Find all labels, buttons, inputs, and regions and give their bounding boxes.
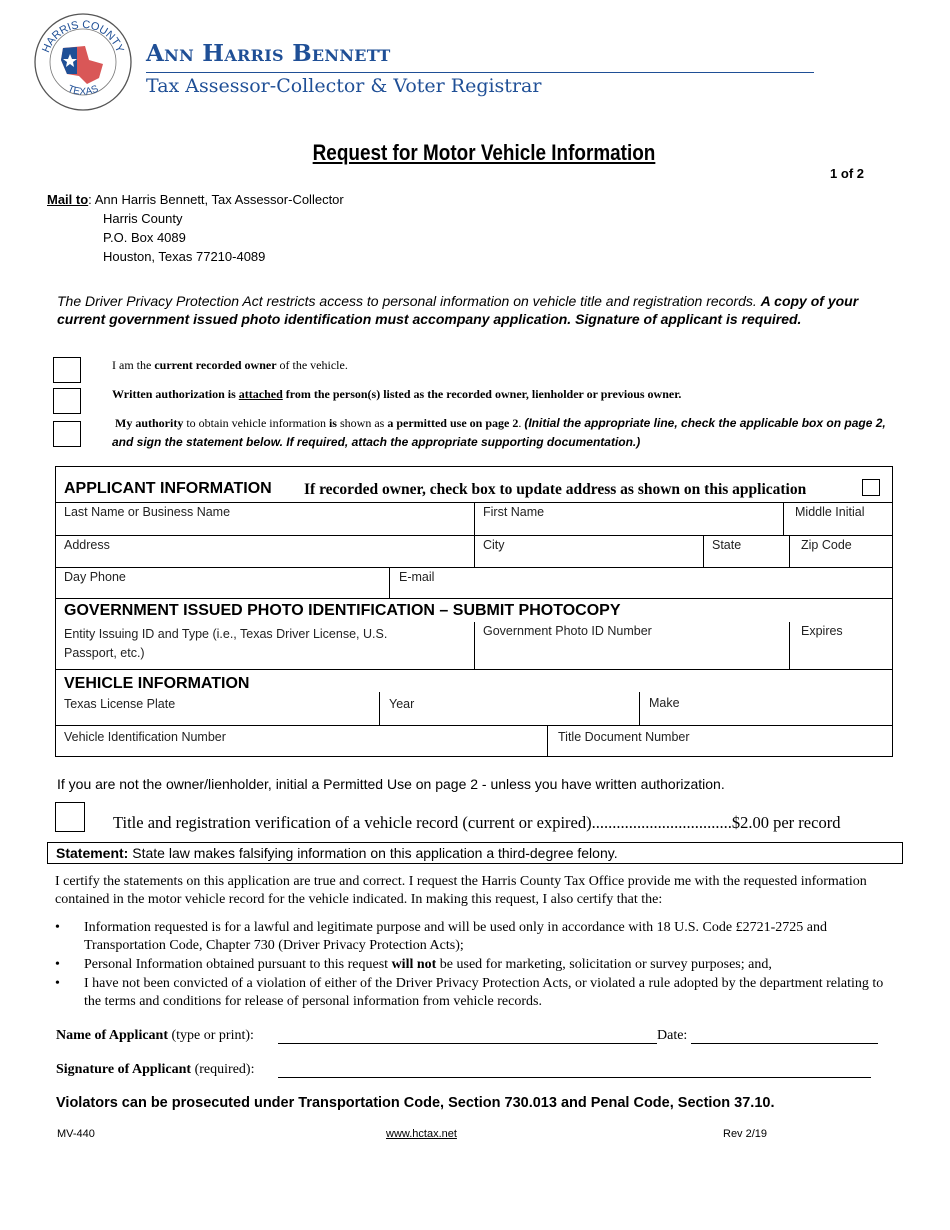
dppa-notice: The Driver Privacy Protection Act restricts access to personal information on vehicle title and registration records. A copy of your current government issued photo identification must accompany application. Signature of applicant is required. xyxy=(57,293,859,327)
title-document-field[interactable]: Title Document Number xyxy=(558,730,690,744)
statement-box: Statement: State law makes falsifying information on this application a third-degree felony. xyxy=(47,842,903,864)
applicant-heading: APPLICANT INFORMATION xyxy=(64,480,272,497)
signature-label: Signature of Applicant (required): xyxy=(56,1062,255,1077)
authority-label: My authority to obtain vehicle information is shown as a permitted use on page 2. (Initial the appropriate line, check the applicable box on page 2, and sign the statement below. If required, attach the appropriate supporting documentation.) xyxy=(112,416,886,449)
svg-text:TEXAS: TEXAS xyxy=(65,83,101,98)
state-field[interactable]: State xyxy=(712,538,742,552)
make-field[interactable]: Make xyxy=(649,696,680,710)
day-phone-field[interactable]: Day Phone xyxy=(64,570,126,584)
revision-date: Rev 2/19 xyxy=(723,1128,768,1140)
certification-list xyxy=(55,919,895,1012)
list-item: • Information requested is for a lawful and legitimate purpose and will be used only in accordance with 18 U.S. Code £2721-2725 and Transportation Code, Chapter 730 (Driver Privacy Protection Acts); xyxy=(55,919,895,955)
mail-line-4: Houston, Texas 77210-4089 xyxy=(103,249,266,264)
list-item: • I have not been convicted of a violation of either of the Driver Privacy Protection Acts, or violated a rule adopted by the department relating to the terms and conditions for release of personal information from vehicle records. xyxy=(55,975,895,1011)
owner-checkbox[interactable] xyxy=(53,357,81,383)
id-entity-field[interactable]: Entity Issuing ID and Type (i.e., Texas Driver License, U.S. Passport, etc.) xyxy=(64,627,388,660)
city-field[interactable]: City xyxy=(483,538,505,552)
mail-line-1: Ann Harris Bennett, Tax Assessor-Collector xyxy=(94,192,344,207)
header-rule xyxy=(146,72,814,73)
owner-option-label: I am the current recorded owner of the vehicle. xyxy=(112,358,348,372)
id-expires-field[interactable]: Expires xyxy=(801,624,843,638)
statement-label: Statement: xyxy=(56,845,129,861)
middle-initial-field[interactable]: Middle Initial xyxy=(795,505,865,519)
last-name-field[interactable]: Last Name or Business Name xyxy=(64,505,231,519)
header-subtitle: Tax Assessor-Collector & Voter Registrar xyxy=(146,75,542,97)
update-address-checkbox[interactable] xyxy=(862,479,880,496)
zip-code-field[interactable]: Zip Code xyxy=(801,538,852,552)
website-link[interactable]: www.hctax.net xyxy=(386,1128,457,1140)
information-table xyxy=(55,466,893,757)
date-label: Date: xyxy=(657,1028,688,1043)
photo-id-number-field[interactable]: Government Photo ID Number xyxy=(483,624,652,638)
email-field[interactable]: E-mail xyxy=(399,570,435,584)
harris-county-seal xyxy=(33,12,133,112)
violators-warning: Violators can be prosecuted under Transportation Code, Section 730.013 and Penal Code, Section 37.10. xyxy=(56,1095,775,1111)
applicant-name-line[interactable] xyxy=(278,1043,657,1044)
update-address-note: If recorded owner, check box to update address as shown on this application xyxy=(304,481,807,498)
mail-line-3: P.O. Box 4089 xyxy=(103,230,186,245)
form-number: MV-440 xyxy=(57,1128,95,1140)
address-field[interactable]: Address xyxy=(64,538,110,552)
signature-line[interactable] xyxy=(278,1077,871,1078)
written-authorization-checkbox[interactable] xyxy=(53,388,81,414)
written-authorization-label: Written authorization is attached from the person(s) listed as the recorded owner, lienholder or previous owner. xyxy=(112,387,682,401)
vehicle-heading: VEHICLE INFORMATION xyxy=(64,675,250,692)
permitted-use-note: If you are not the owner/lienholder, initial a Permitted Use on page 2 - unless you have written authorization. xyxy=(57,776,725,792)
page-indicator: 1 of 2 xyxy=(830,166,864,181)
authority-checkbox[interactable] xyxy=(53,421,81,447)
header-name: Ann Harris Bennett xyxy=(146,40,391,67)
dppa-requirement: A copy of your current government issued photo identification must accompany application. Signature of applicant is required. xyxy=(57,293,859,327)
license-plate-field[interactable]: Texas License Plate xyxy=(64,697,176,711)
title-verification-label: Title and registration verification of a vehicle record (current or expired)..................................$2.00 per record xyxy=(113,813,841,832)
form-title: Request for Motor Vehicle Information xyxy=(312,140,656,165)
photo-id-heading: GOVERNMENT ISSUED PHOTO IDENTIFICATION – SUBMIT PHOTOCOPY xyxy=(64,602,621,619)
svg-text:HARRIS COUNTY: HARRIS COUNTY xyxy=(40,18,126,55)
year-field[interactable]: Year xyxy=(389,697,415,711)
title-verification-checkbox[interactable] xyxy=(55,802,85,832)
mail-line-2: Harris County xyxy=(103,211,183,226)
list-item: • Personal Information obtained pursuant to this request will not be used for marketing, solicitation or survey purposes; and, xyxy=(55,956,895,974)
vin-field[interactable]: Vehicle Identification Number xyxy=(64,730,226,744)
date-line[interactable] xyxy=(691,1043,878,1044)
applicant-name-label: Name of Applicant (type or print): xyxy=(56,1028,254,1043)
certification-text: I certify the statements on this application are true and correct. I request the Harris County Tax Office provide me with the requested information contained in the motor vehicle record for the vehicle indicated. In making this request, I also certify that the: xyxy=(55,874,867,907)
mail-to-label: Mail to xyxy=(47,192,89,207)
mail-to-block: Mail to: Ann Harris Bennett, Tax Assessor-Collector Harris County P.O. Box 4089 Houston, Texas 77210-4089 xyxy=(47,192,344,264)
first-name-field[interactable]: First Name xyxy=(483,505,545,519)
